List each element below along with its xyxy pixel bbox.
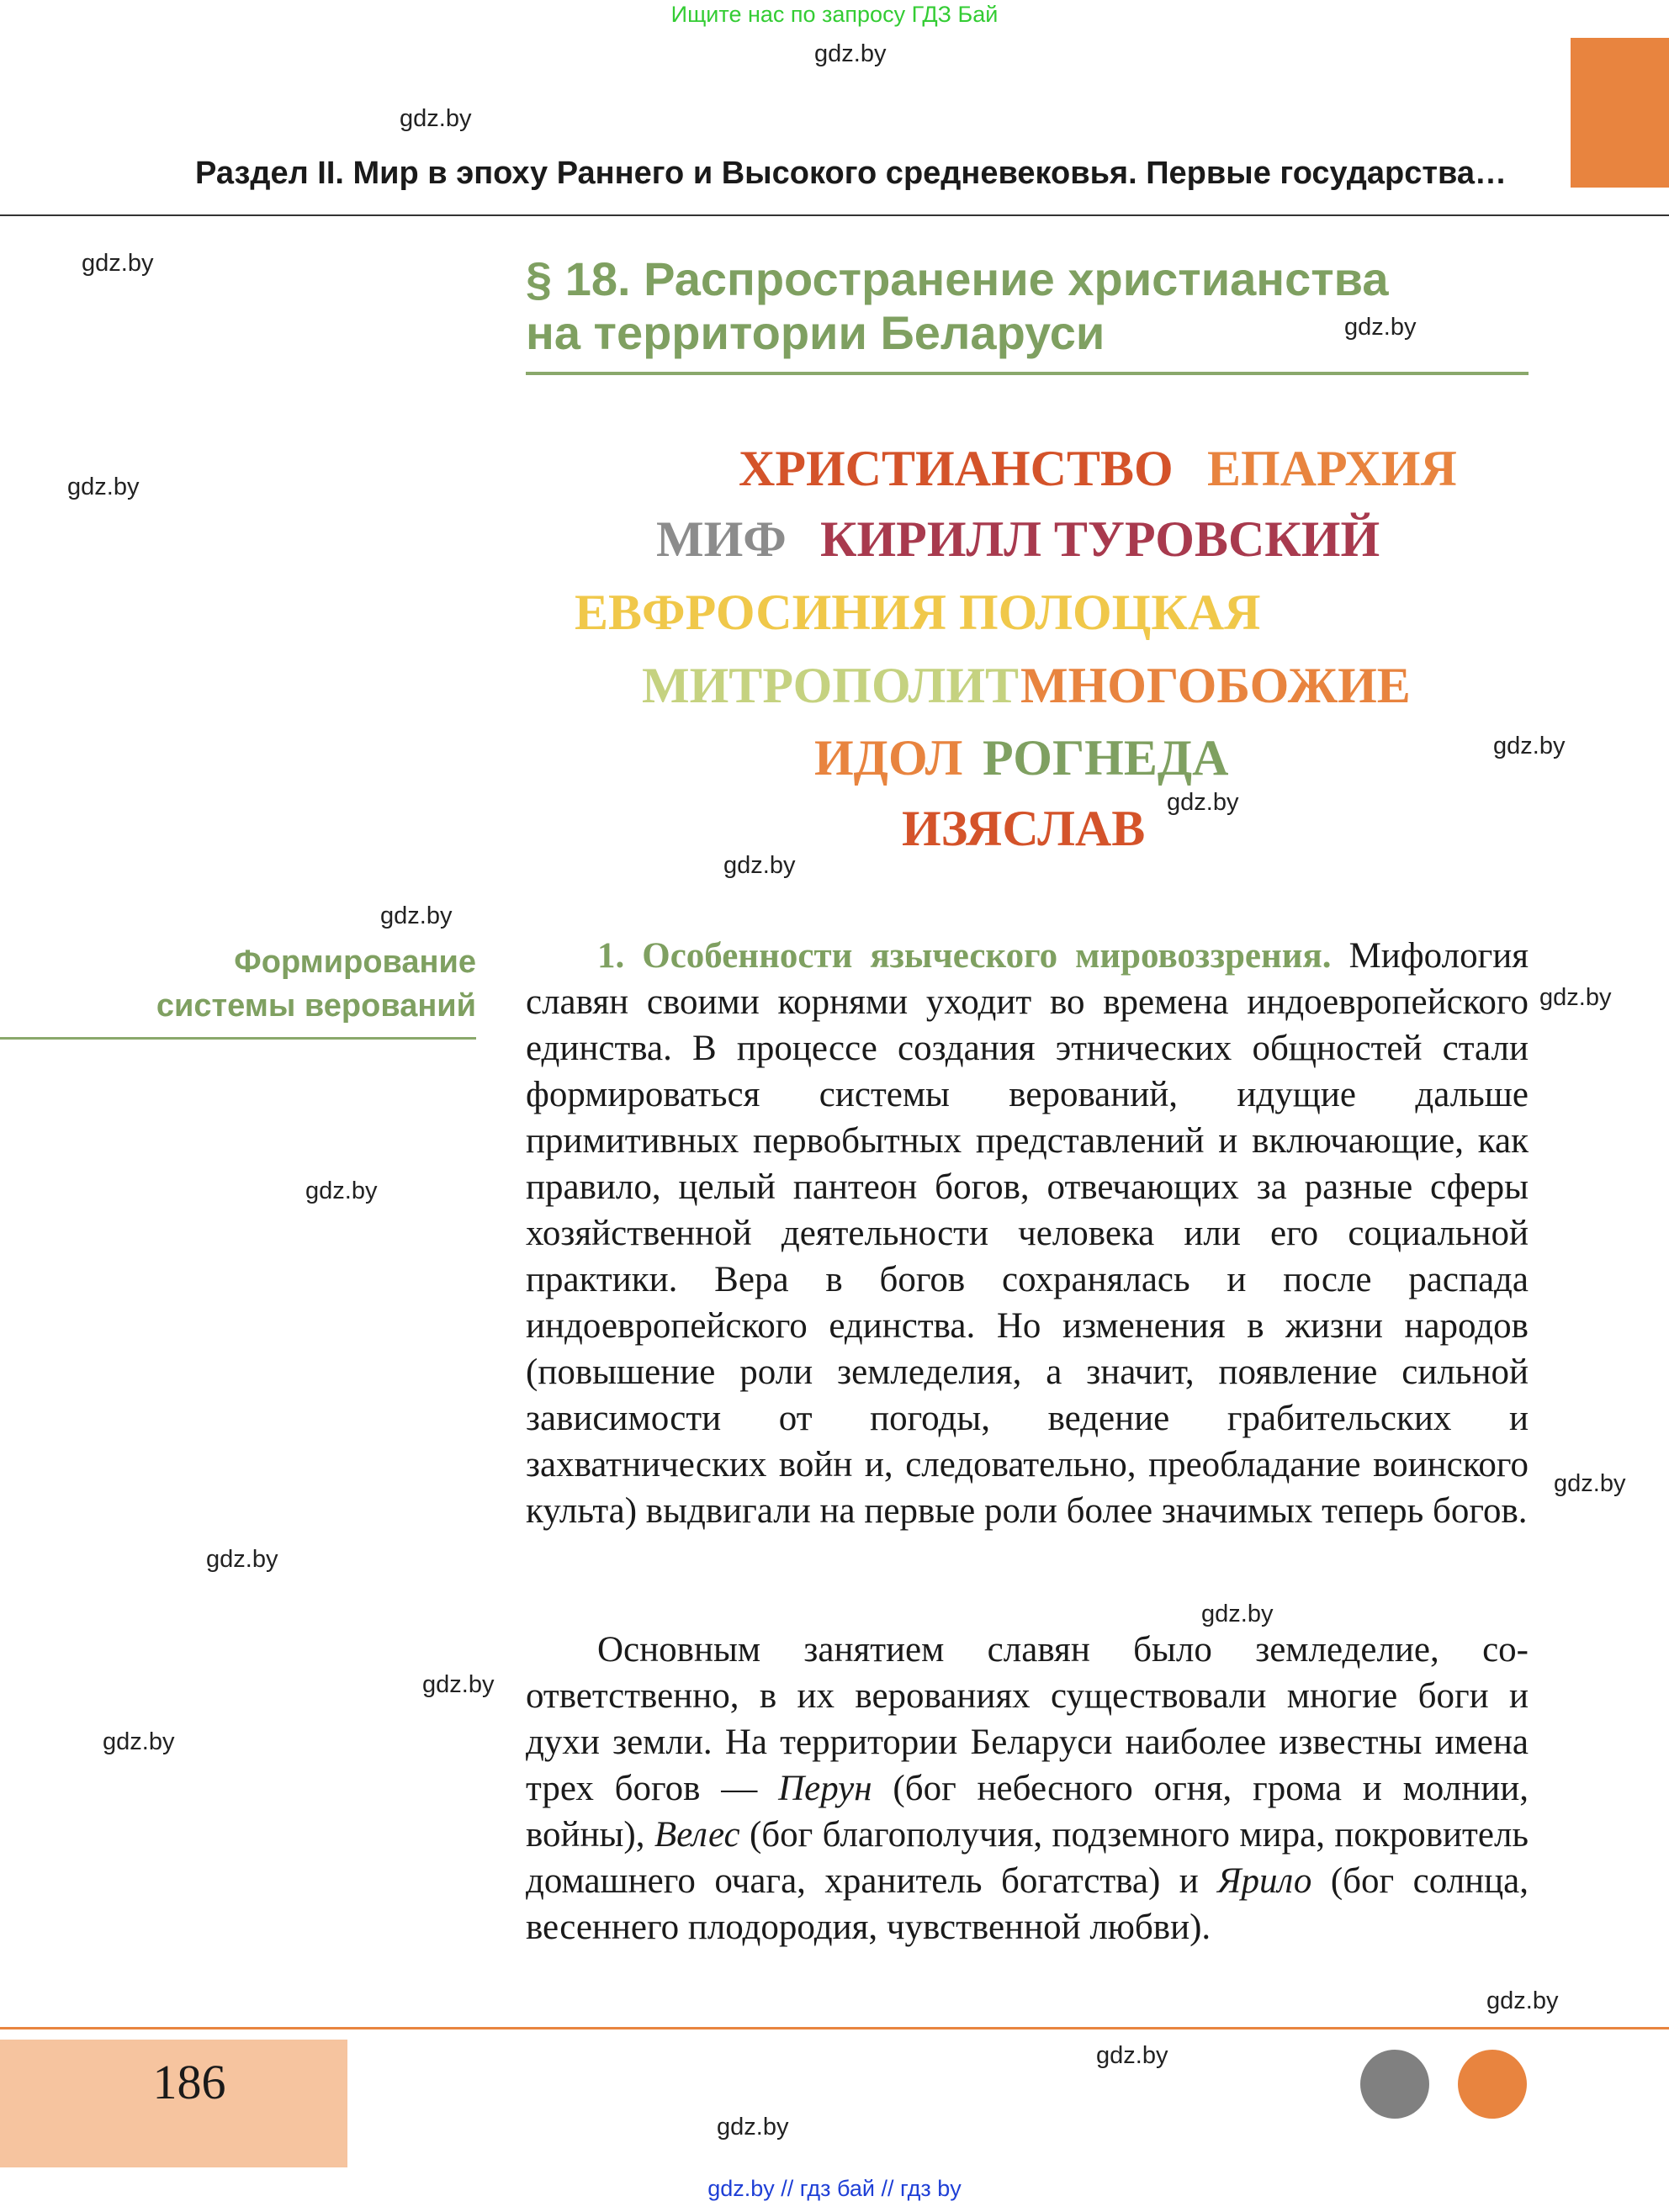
watermark: gdz.by	[82, 250, 154, 277]
side-heading	[84, 940, 476, 1028]
watermark: gdz.by	[1554, 1470, 1626, 1497]
keyword-myth: МИФ	[656, 511, 787, 567]
watermark: gdz.by	[1096, 2042, 1168, 2069]
bottom-links[interactable]: gdz.by // гдз бай // гдз by	[707, 2176, 962, 2201]
god-perun: Перун	[778, 1769, 872, 1808]
keyword-izyaslav: ИЗЯСЛАВ	[902, 801, 1146, 856]
side-heading-line2: системы верований	[156, 988, 476, 1024]
paragraph-1	[526, 933, 1529, 1534]
keyword-metropolitan: МИТРОПОЛИТ	[642, 658, 1020, 713]
paragraph-2-part3: (бог благополучия, подземного мира, покровитель домашнего очага, хранитель богатства) и	[526, 1815, 1529, 1901]
chapter-rule	[526, 372, 1529, 375]
watermark: gdz.by	[814, 40, 887, 67]
corner-tab	[1571, 38, 1669, 188]
keyword-kirill-turovsky: КИРИЛЛ ТУРОВСКИЙ	[820, 511, 1380, 567]
watermark: gdz.by	[1493, 733, 1566, 759]
paragraph-2	[526, 1627, 1529, 1950]
paragraph-2-part4: (бог солнца, весеннего плодородия, чувственной любви).	[526, 1861, 1529, 1947]
chapter-title-line2: на территории Беларуси	[526, 306, 1105, 359]
watermark: gdz.by	[206, 1546, 278, 1573]
paragraph-1-lead: 1. Особенности языческого мировоззрения.	[597, 936, 1332, 976]
decor-dot-gray	[1360, 2050, 1429, 2119]
keyword-euphrosyne: ЕВФРОСИНИЯ ПОЛОЦКАЯ	[575, 585, 1261, 640]
keyword-rogneda: РОГНЕДА	[983, 730, 1229, 786]
paragraph-2-part1: Основным занятием славян было земледелие, соответственно, в их верованиях существовали многие боги и духи земли. На территории Беларуси наиболее известны имена трех богов —	[526, 1630, 1529, 1808]
god-veles: Велес	[654, 1815, 740, 1855]
watermark: gdz.by	[305, 1177, 378, 1204]
god-yarilo: Ярило	[1217, 1861, 1312, 1901]
footer-rule	[0, 2027, 1669, 2029]
paragraph-2-part2: (бог небесного огня, грома и молнии, войны),	[526, 1769, 1529, 1855]
watermark: gdz.by	[400, 105, 472, 132]
watermark: gdz.by	[380, 902, 453, 929]
decor-dot-orange	[1458, 2050, 1527, 2119]
chapter-title-line1: § 18. Распространение христианства	[526, 252, 1389, 305]
side-rule	[0, 1037, 476, 1040]
watermark: gdz.by	[1539, 984, 1612, 1011]
keyword-polytheism: МНОГОБОЖИЕ	[1020, 658, 1411, 713]
watermark: gdz.by	[717, 2114, 789, 2141]
keyword-christianity: ХРИСТИАНСТВО	[739, 441, 1174, 496]
keyword-idol: ИДОЛ	[814, 730, 963, 786]
header-rule	[0, 214, 1669, 216]
section-header: Раздел II. Мир в эпоху Раннего и Высокого средневековья. Первые государства…	[195, 156, 1507, 191]
watermark: gdz.by	[103, 1728, 175, 1755]
watermark: gdz.by	[1486, 1987, 1559, 2014]
watermark: gdz.by	[1201, 1601, 1274, 1627]
watermark: gdz.by	[67, 474, 140, 500]
paragraph-1-text: Мифология славян своими корнями уходит во времена индоевропейского единства. В процессе создания этнических общностей стали формироваться системы верований, идущие дальше примитивных первобытных представлений и включающие, как правило, целый пантеон богов, отвечающих за разные сферы хозяйственной деятельности человека или его социальной практики. Вера в богов сохранялась и после распада индоевропейского единства. Но изменения в жизни народов (повышение роли земледелия, а значит, появление сильной зависимости от погоды, ведение грабительских и захватнических войн и, следовательно, преобладание воинского культа) выдвигали на первые роли более значимых теперь богов.	[526, 936, 1529, 1531]
watermark: gdz.by	[422, 1671, 495, 1698]
watermark: gdz.by	[723, 852, 796, 879]
chapter-title	[526, 252, 1535, 360]
top-note: Ищите нас по запросу ГДЗ Бай	[670, 2, 999, 27]
side-heading-line1: Формирование	[234, 945, 476, 980]
page-number: 186	[152, 2055, 226, 2109]
keyword-eparchy: ЕПАРХИЯ	[1207, 441, 1457, 496]
watermark: gdz.by	[1344, 314, 1417, 341]
watermark: gdz.by	[1167, 789, 1239, 816]
